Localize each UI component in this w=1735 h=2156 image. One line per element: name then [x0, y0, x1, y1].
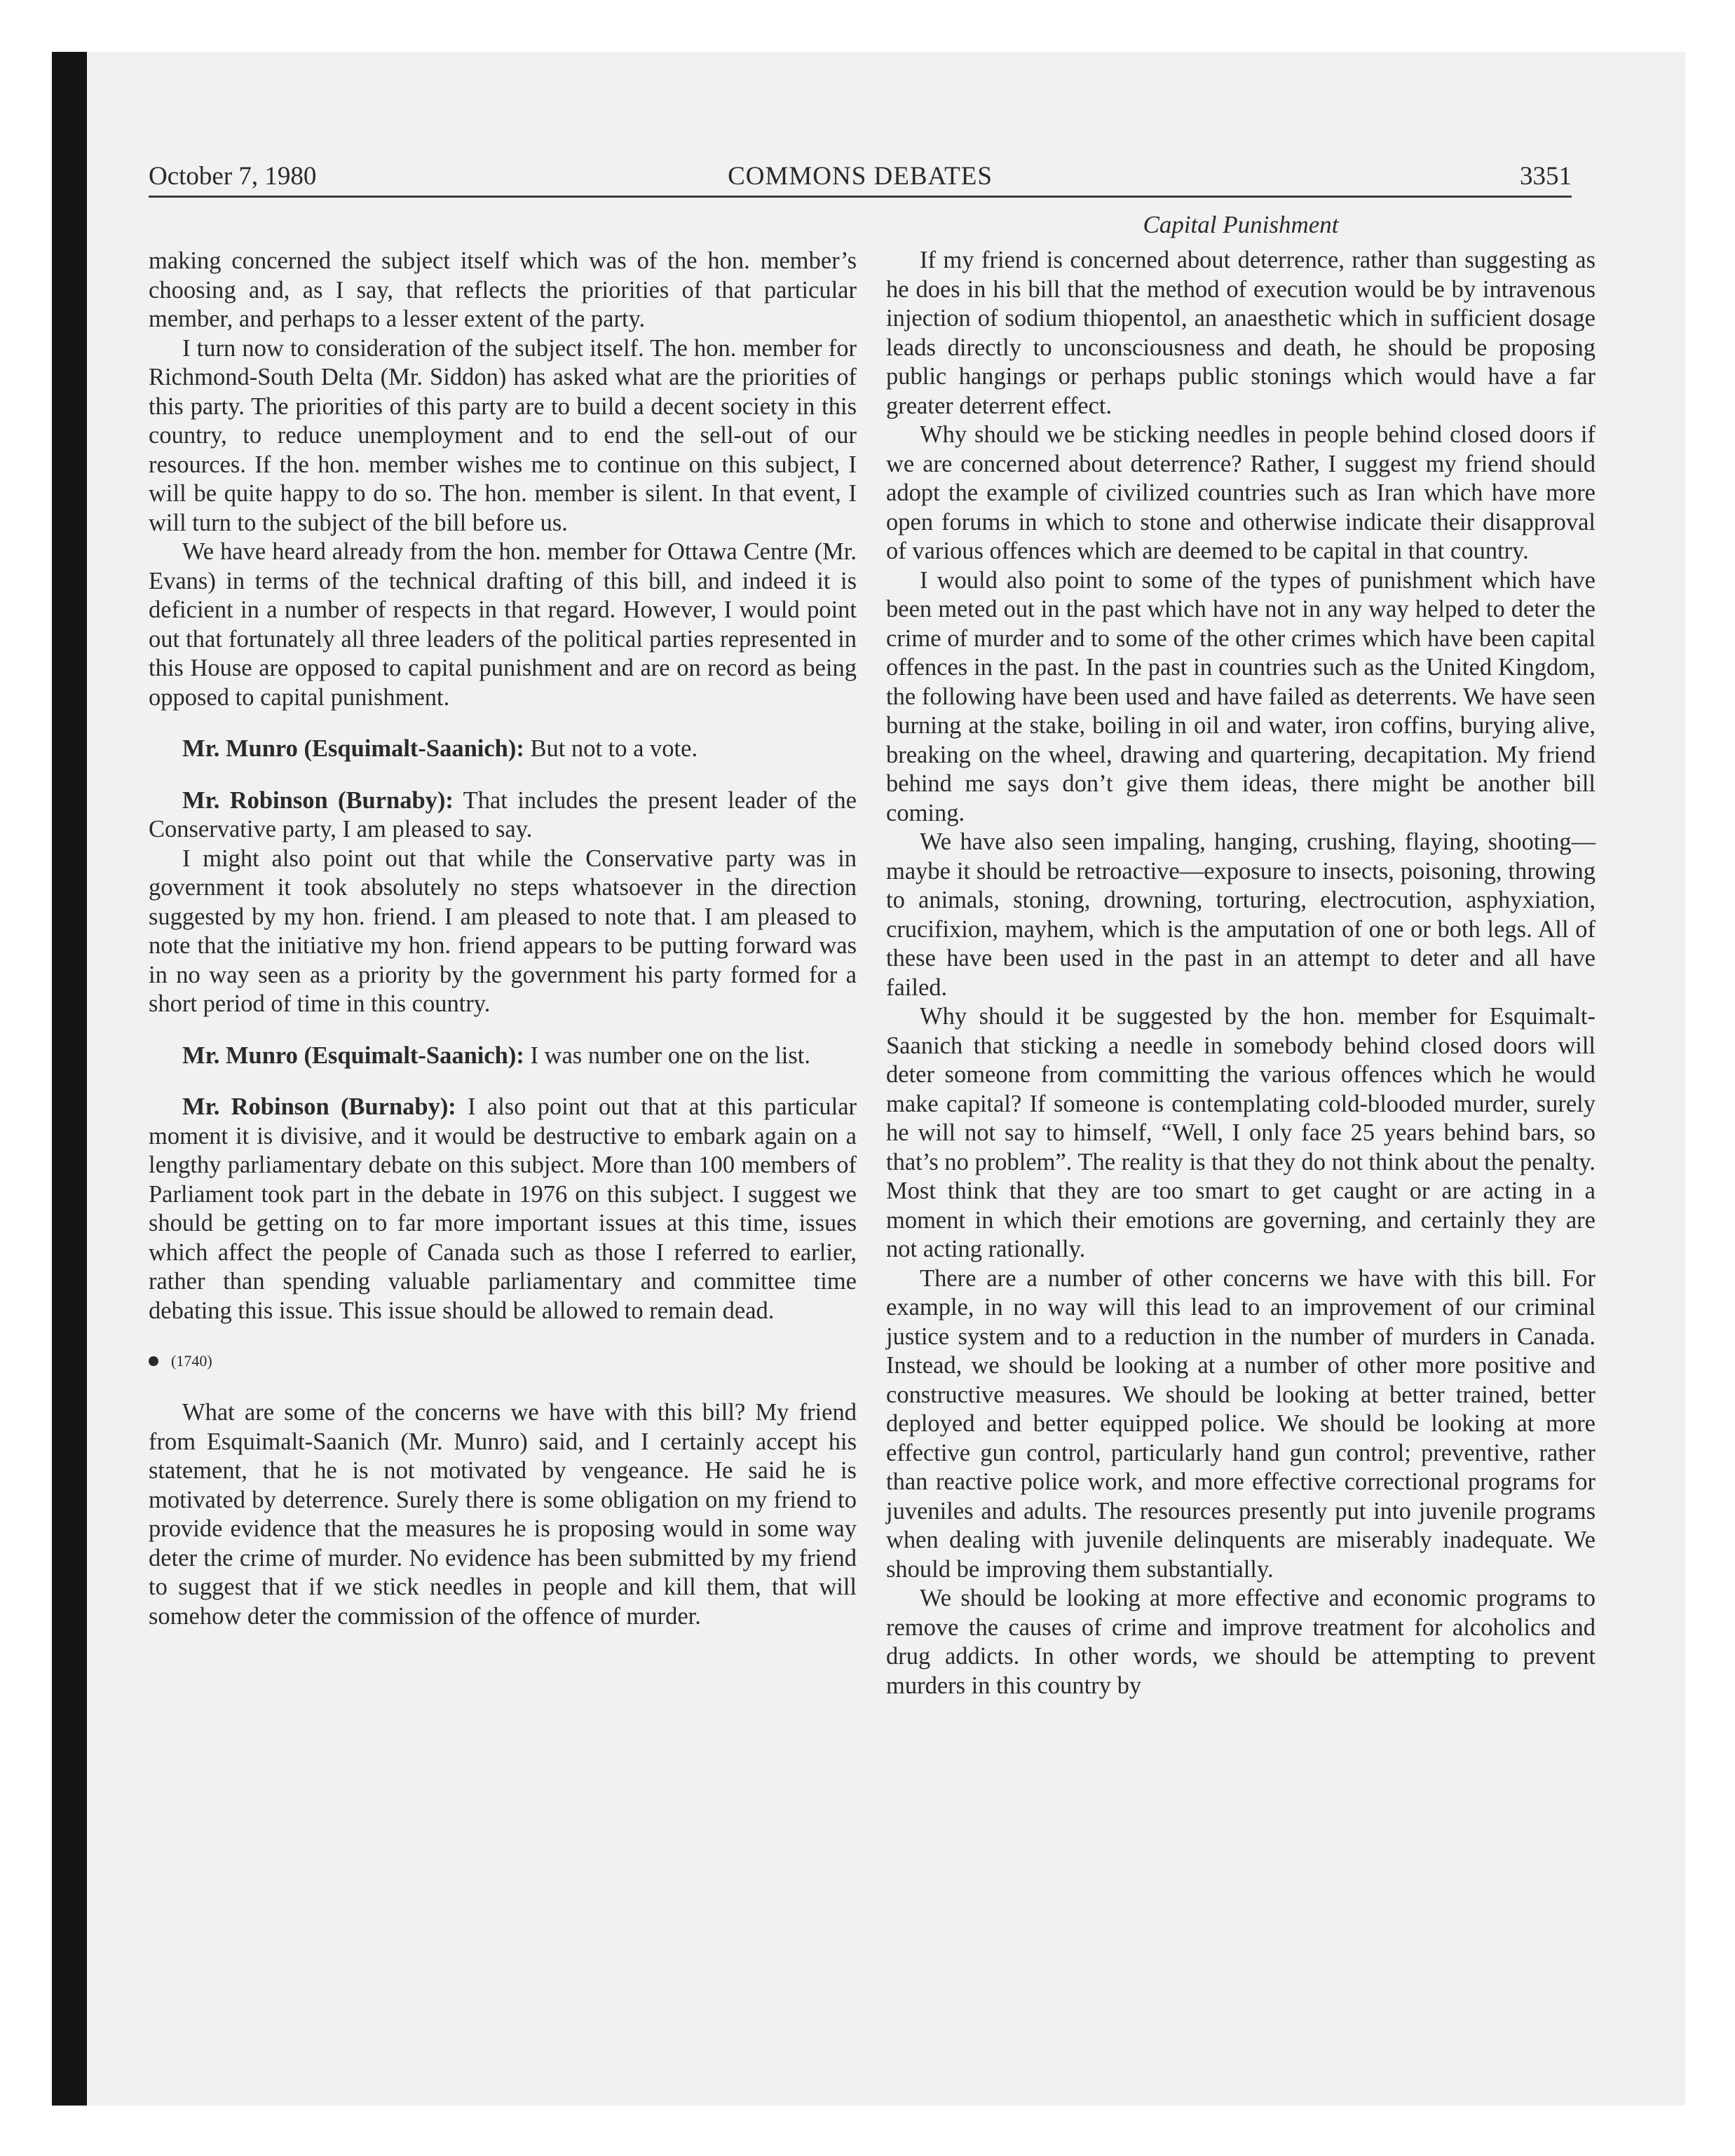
paragraph: Why should we be sticking needles in people behind closed doors if we are concerned about deterrence? Rather, I suggest my friend should adopt the example of civilized countries such as Iran which have more open forums in which to stone and otherwise indicate their disapproval of various offences which are deemed to be capital in that country.: [886, 421, 1595, 564]
right-column: [886, 208, 1595, 1700]
paragraph: making concerned the subject itself which was of the hon. member’s choosing and, as I say, that reflects the priorities of that particular member, and perhaps to a lesser extent of the party.: [149, 247, 857, 332]
section-title: Capital Punishment: [1143, 211, 1339, 238]
bullet-icon: [149, 1356, 158, 1366]
time-marker-text: (1740): [171, 1352, 212, 1370]
speech-text: But not to a vote.: [524, 735, 698, 762]
header-rule: [149, 196, 1572, 198]
paragraph: If my friend is concerned about deterrence, rather than suggesting as he does in his bill that the method of execution would be by intravenous injection of sodium thiopentol, an anaesthetic which in sufficient dosage leads directly to unconsciousness and death, he should be proposing public hangings or perhaps public stonings which would have a far greater deterrent effect.: [886, 247, 1595, 419]
paragraph: Why should it be suggested by the hon. member for Esquimalt-Saanich that sticking a needle in somebody behind closed doors will deter someone from committing the various offences which he would make capital? If someone is contemplating cold-blooded murder, surely he will not say to himself, “Well, I only face 25 years behind bars, so that’s no problem”. The reality is that they do not think about the penalty. Most think that they are too smart to get caught or are acting in a moment in which their emotions are governing, and certainly they are not acting rationally.: [886, 1003, 1595, 1262]
speaker-paragraph: [149, 1042, 857, 1071]
paragraph: What are some of the concerns we have with this bill? My friend from Esquimalt-Saanich (Mr. Munro) said, and I certainly accept his statement, that he is not motivated by vengeance. He said he is motivated by deterrence. Surely there is some obligation on my friend to provide evidence that the measures he is proposing would in some way deter the crime of murder. No evidence has been submitted by my friend to suggest that if we stick needles in people and kill them, that will somehow deter the commission of the offence of murder.: [149, 1399, 857, 1630]
speaker-name: Mr. Munro (Esquimalt-Saanich):: [182, 735, 524, 762]
speech-text: That includes the present leader of the Conservative party, I am pleased to say.: [149, 786, 857, 842]
paragraph: We should be looking at more effective and economic programs to remove the causes of crime and improve treatment for alcoholics and drug addicts. In other words, we should be attempting to prevent murders in this country by: [886, 1585, 1595, 1699]
paragraph: I turn now to consideration of the subject itself. The hon. member for Richmond-South Delta (Mr. Siddon) has asked what are the priorities of this party. The priorities of this party are to build a decent society in this country, to reduce unemployment and to end the sell-out of our resources. If the hon. member wishes me to continue on this subject, I will be quite happy to do so. The hon. member is silent. In that event, I will turn to the subject of the bill before us.: [149, 334, 857, 536]
paragraph: We have heard already from the hon. member for Ottawa Centre (Mr. Evans) in terms of the technical drafting of this bill, and indeed it is deficient in a number of respects in that regard. However, I would point out that fortunately all three leaders of the political parties represented in this House are opposed to capital punishment and are on record as being opposed to capital punishment.: [149, 538, 857, 711]
header-page-number: 3351: [1520, 162, 1572, 191]
speaker-name: Mr. Robinson (Burnaby):: [182, 1093, 456, 1120]
header-date: October 7, 1980: [149, 162, 317, 191]
paragraph: There are a number of other concerns we have with this bill. For example, in no way will this lead to an improvement of our criminal justice system and to a reduction in the number of murders in Canada. Instead, we should be looking at a number of other more positive and constructive measures. We should be looking at better trained, better deployed and better equipped police. We should be looking at more effective gun control, particularly hand gun control; preventive, rather than reactive police work, and more effective correctional programs for juveniles and adults. The resources presently put into juvenile programs when dealing with juvenile delinquents are miserably inadequate. We should be improving them substantially.: [886, 1264, 1595, 1583]
page-header: [149, 158, 1572, 195]
speech-text: I was number one on the list.: [524, 1042, 811, 1069]
paragraph: I might also point out that while the Conservative party was in government it took absolutely no steps whatsoever in the direction suggested by my hon. friend. I am pleased to note that. I am pleased to note that the initiative my hon. friend appears to be putting forward was in no way seen as a priority by the government his party formed for a short period of time in this country.: [149, 845, 857, 1017]
header-publication: COMMONS DEBATES: [728, 162, 993, 191]
speaker-name: Mr. Robinson (Burnaby):: [182, 786, 454, 814]
left-column: [149, 247, 857, 1631]
speaker-paragraph: [149, 786, 857, 845]
paragraph: I would also point to some of the types of punishment which have been meted out in the past which have not in any way helped to deter the crime of murder and to some of the other crimes which have been capital offences in the past. In the past in countries such as the United Kingdom, the following have been used and have failed as deterrents. We have seen burning at the stake, boiling in oil and water, iron coffins, burying alive, breaking on the wheel, drawing and quartering, decapitation. My friend behind me says don’t give them ideas, there might be another bill coming.: [886, 566, 1595, 826]
paragraph: We have also seen impaling, hanging, crushing, flaying, shooting—maybe it should be retroactive—exposure to insects, poisoning, throwing to animals, stoning, drowning, torturing, electrocution, asphyxiation, crucifixion, mayhem, which is the amputation of one or both legs. All of these have been used in the past in an attempt to deter and all have failed.: [886, 828, 1595, 1001]
speaker-paragraph: [149, 1093, 857, 1325]
time-marker: [149, 1351, 857, 1372]
binding-edge: [52, 52, 87, 2106]
speech-text: I also point out that at this particular moment it is divisive, and it would be destructive to embark again on a lengthy parliamentary debate on this subject. More than 100 members of Parliament took part in the debate in 1976 on this subject. I suggest we should be getting on to far more important issues at this time, issues which affect the people of Canada such as those I referred to earlier, rather than spending valuable parliamentary and committee time debating this issue. This issue should be allowed to remain dead.: [149, 1093, 857, 1324]
speaker-paragraph: [149, 735, 857, 764]
speaker-name: Mr. Munro (Esquimalt-Saanich):: [182, 1042, 524, 1069]
